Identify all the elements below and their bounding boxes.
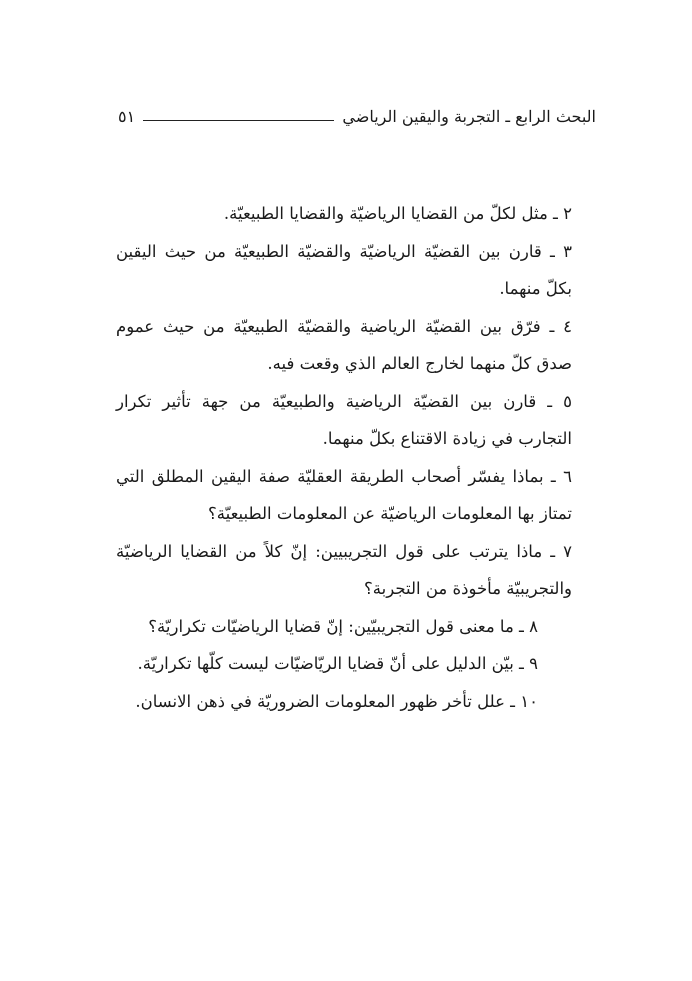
- question-item: ٩ ـ بيّن الدليل على أنّ قضايا الريّاضيّات ليست كلّها تكراريّة.: [137, 654, 538, 673]
- question-item: ٣ ـ قارن بين القضيّة الرياضيّة والقضيّة الطبيعيّة من حيث اليقين بكلّ منهما.: [116, 241, 572, 298]
- header-title: البحث الرابع ـ التجربة واليقين الرياضي: [342, 106, 596, 126]
- question-item: ٥ ـ قارن بين القضيّة الرياضية والطبيعيّة من جهة تأثير تكرار التجارب في زيادة الاقتناع بكلّ منهما.: [116, 391, 572, 448]
- question-item: ٤ ـ فرّق بين القضيّة الرياضية والقضيّة الطبيعيّة من حيث عموم صدق كلّ منهما لخارج العالم الذي وقعت فيه.: [116, 316, 572, 373]
- running-header: [118, 101, 596, 131]
- page-number: ٥١: [118, 106, 136, 126]
- question-item: ٢ ـ مثل لكلّ من القضايا الرياضيّة والقضايا الطبيعيّة.: [223, 204, 572, 223]
- questions-list: [116, 195, 596, 720]
- header-rule: [143, 120, 334, 121]
- question-item: ١٠ ـ علل تأخر ظهور المعلومات الضروريّة في ذهن الانسان.: [135, 691, 538, 711]
- question-item: ٦ ـ بماذا يفسّر أصحاب الطريقة العقليّة صفة اليقين المطلق التي تمتاز بها المعلومات الرياضيّة عن المعلومات الطبيعيّة؟: [116, 466, 572, 523]
- question-item: ٨ ـ ما معنى قول التجريبيّين: إنّ قضايا الرياضيّات تكراريّة؟: [148, 616, 538, 636]
- question-item: ٧ ـ ماذا يترتب على قول التجريبيين: إنّ كلاً من القضايا الرياضيّة والتجريبيّة مأخوذة من التجربة؟: [116, 541, 572, 598]
